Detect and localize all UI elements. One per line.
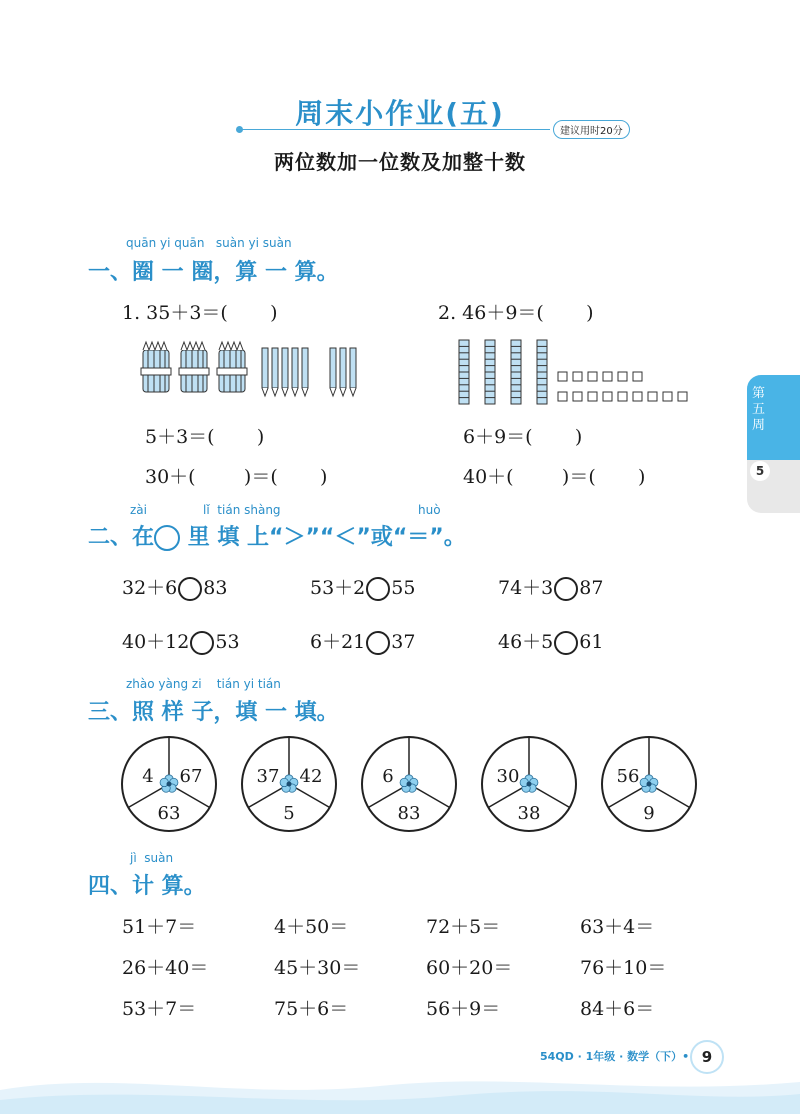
page-number: 9: [690, 1040, 724, 1074]
section4-pinyin: jì suàn: [130, 851, 174, 865]
section1-pinyin: quān yi quān suàn yi suàn: [126, 236, 292, 250]
wheel-right-value: 67: [179, 766, 203, 787]
number-wheels: [115, 733, 705, 835]
compare-item: 32＋6 83: [122, 577, 228, 599]
wheel-bottom-value: 5: [283, 803, 295, 824]
base-ten-blocks-illustration: [455, 338, 695, 406]
calc-item: 51＋7＝: [122, 916, 197, 938]
footer-wave: [0, 1060, 800, 1114]
calc-item: 60＋20＝: [426, 957, 513, 979]
section2-pinyin-zai: zài: [130, 503, 147, 517]
wheel-bottom-value: 38: [517, 803, 541, 824]
number-wheel: [362, 737, 456, 831]
section2-heading-part-b: 里 填 上“＞”“＜”或“＝”。: [187, 525, 466, 550]
answer-circle[interactable]: [178, 577, 202, 601]
calc-item: 75＋6＝: [274, 998, 349, 1020]
section1-heading: 一、圈 一 圈，算 一 算。: [88, 260, 339, 285]
wheel-left-value: 4: [142, 766, 154, 787]
wheel-bottom-value: 63: [157, 803, 181, 824]
section2-pinyin-li: lǐ tián shàng: [203, 503, 281, 517]
section2-heading-part-a: 二、在: [88, 525, 155, 550]
answer-circle[interactable]: [366, 577, 390, 601]
calc-item: 72＋5＝: [426, 916, 501, 938]
page-subtitle: 两位数加一位数及加整十数: [274, 150, 526, 174]
wheel-right-value: 42: [299, 766, 323, 787]
section2-pinyin-huo: huò: [418, 503, 441, 517]
calc-item: 56＋9＝: [426, 998, 501, 1020]
problem2-step1: 6＋9＝( ): [463, 426, 583, 448]
number-wheel: [122, 737, 216, 831]
answer-circle[interactable]: [554, 577, 578, 601]
footer-book-info: 54QD · 1年级 · 数学（下）•: [540, 1050, 690, 1063]
wheel-left-value: 30: [496, 766, 520, 787]
compare-item: 53＋2 55: [310, 577, 416, 599]
calc-item: 76＋10＝: [580, 957, 667, 979]
wheel-bottom-value: 9: [643, 803, 655, 824]
problem2-step2: 40＋( )＝( ): [463, 466, 646, 488]
wheel-bottom-value: 83: [397, 803, 421, 824]
pencil-bundles-illustration: [140, 340, 360, 398]
wheel-left-value: 56: [616, 766, 640, 787]
wheel-left-value: 6: [382, 766, 394, 787]
ten-rod-icon: [459, 340, 547, 404]
time-hint-badge: 建议用时20分: [553, 120, 630, 139]
unit-cube-icon: [558, 372, 687, 401]
compare-item: 40＋12 53: [122, 631, 240, 653]
answer-circle[interactable]: [366, 631, 390, 655]
section4-heading: 四、计 算。: [88, 874, 206, 899]
number-wheel: [242, 737, 336, 831]
calc-item: 63＋4＝: [580, 916, 655, 938]
problem2-question: 2. 46＋9＝( ): [438, 302, 594, 324]
problem1-step2: 30＋( )＝( ): [145, 466, 328, 488]
answer-circle[interactable]: [190, 631, 214, 655]
single-pencil-icon: [262, 348, 356, 396]
page-title: 周末小作业(五): [295, 97, 505, 130]
compare-item: 6＋21 37: [310, 631, 416, 653]
answer-circle[interactable]: [554, 631, 578, 655]
section3-pinyin: zhào yàng zi tián yi tián: [126, 677, 281, 691]
compare-item: 74＋3 87: [498, 577, 604, 599]
number-wheel: [602, 737, 696, 831]
calc-item: 4＋50＝: [274, 916, 349, 938]
calc-item: 26＋40＝: [122, 957, 209, 979]
calc-item: 53＋7＝: [122, 998, 197, 1020]
section3-heading: 三、照 样 子，填 一 填。: [88, 700, 339, 725]
circle-symbol-icon: [154, 525, 180, 551]
week-number: 5: [750, 461, 770, 481]
calc-item: 84＋6＝: [580, 998, 655, 1020]
compare-item: 46＋5 61: [498, 631, 604, 653]
problem1-step1: 5＋3＝( ): [145, 426, 265, 448]
wheel-left-value: 37: [256, 766, 280, 787]
pencil-bundle-icon: [141, 342, 247, 392]
number-wheel: [482, 737, 576, 831]
problem1-question: 1. 35＋3＝( ): [122, 302, 278, 324]
week-label: 第五周: [752, 386, 766, 433]
title-divider: [240, 129, 550, 130]
section2-heading: [88, 520, 466, 551]
calc-item: 45＋30＝: [274, 957, 361, 979]
